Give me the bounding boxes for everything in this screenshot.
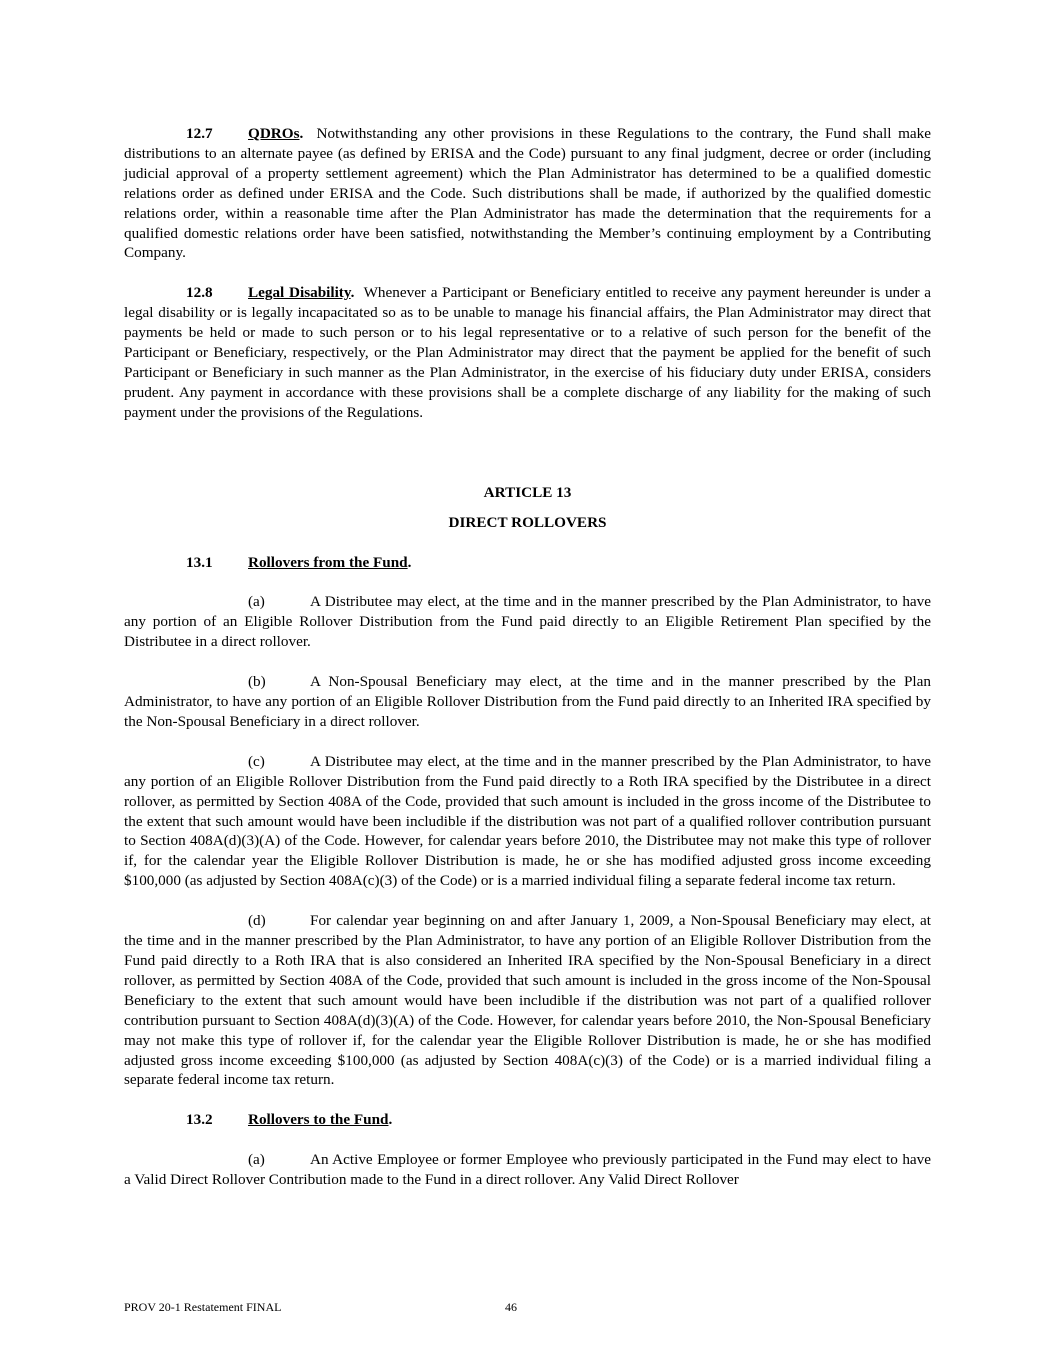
section-heading: Rollovers to the Fund [248, 1111, 389, 1129]
section-12-7: 12.7 QDROs. Notwithstanding any other provisions in these Regulations to the contrary, the Fund shall make distributions to an alternate payee (as defined by ERISA and the Code) pursuant to any final judgment, decree or order (including judicial approval of a property settlement agreement) which the Plan Administrator has determined to be a qualified domestic relations order as defined under ERISA and the Code. Such distributions shall be made, if authorized by the qualified domestic relations order, within a reasonable time after the Plan Administrator has made the determination that the requirements for a qualified domestic relations order have been satisfied, notwithstanding the Member’s continuing employment by a Contributing Company. [124, 125, 932, 262]
section-number: 13.1 [186, 553, 213, 571]
section-number: 12.8 [186, 284, 213, 302]
article-title: ARTICLE 13 [483, 483, 572, 501]
section-text: Whenever a Participant or Beneficiary entitled to receive any payment hereunder is under a legal disability or is legally incapacitated so as to be unable to manage his financial affairs, the Plan Administrator may direct that payments be held or made to such person or to his legal representative or to a relative of such person for the benefit of the Participant or Beneficiary, respectively, or the Plan Administrator may direct that the payment be applied for the benefit of such Participant or Beneficiary in such manner as the Plan Administrator, in the exercise of his fiduciary duty under ERISA, considers prudent. Any payment in accordance with these provisions shall be a complete discharge of any liability for the making of such payment under the provisions of the Regulations. [124, 284, 931, 421]
subsection-13-1-b [124, 672, 931, 732]
subsection-13-1-a [124, 592, 931, 652]
subsection-label: (a) [248, 1151, 265, 1169]
section-13-2-heading: 13.2 Rollovers to the Fund. [186, 1111, 393, 1129]
subsection-label: (c) [248, 752, 265, 770]
subsection-13-2-a [124, 1150, 931, 1190]
footer-page-number: 46 [505, 1300, 517, 1314]
page-body [124, 124, 931, 1190]
section-heading: Rollovers from the Fund [248, 553, 408, 571]
subsection-text: For calendar year beginning on and after January 1, 2009, a Non-Spousal Beneficiary may elect, at the time and in the manner prescribed by the Plan Administrator, to have any portion of an Eligible Rollover Distribution from the Fund paid directly to a Roth IRA that is also considered an Inherited IRA specified by the Non-Spousal Beneficiary in a direct rollover, as permitted by Section 408A of the Code, provided that such amount is included in the gross income of the Non-Spousal Beneficiary to the extent that such amount would have been includible if the distribution was not part of a qualified rollover contribution pursuant to Section 408A(d)(3)(A) of the Code. However, for calendar years before 2010, the Non-Spousal Beneficiary may not make this type of rollover if, for the calendar year the Eligible Rollover Distribution is made, he or she has modified adjusted gross income exceeding $100,000 (as adjusted by Section 408A(c)(3) of the Code) or is a married individual filing a separate federal income tax return. [124, 912, 931, 1089]
subsection-text: A Distributee may elect, at the time and in the manner prescribed by the Plan Administrator, to have any portion of an Eligible Rollover Distribution from the Fund paid directly to a Roth IRA specified by the Distributee in a direct rollover, as permitted by Section 408A of the Code, provided that such amount is included in the gross income of the Distributee to the extent that such amount would have been includible if the distribution was not part of a qualified rollover contribution pursuant to Section 408A(d)(3)(A) of the Code. However, for calendar years before 2010, the Distributee may not make this type of rollover if, for the calendar year the Eligible Rollover Distribution is made, he or she has modified adjusted gross income exceeding $100,000 (as adjusted by Section 408A(c)(3) of the Code) or is a married individual filing a separate federal income tax return. [124, 752, 931, 890]
subsection-label: (b) [248, 673, 266, 691]
subsection-label: (a) [248, 593, 265, 611]
subsection-text: A Non-Spousal Beneficiary may elect, at the time and in the manner prescribed by the Plan Administrator, to have any portion of an Eligible Rollover Distribution from the Fund paid directly to an Inherited IRA specified by the Non-Spousal Beneficiary in a direct rollover. [124, 673, 931, 730]
article-subtitle: DIRECT ROLLOVERS [448, 513, 607, 531]
section-heading: QDROs [248, 125, 300, 142]
section-heading: Legal Disability [248, 284, 351, 302]
section-text: Notwithstanding any other provisions in these Regulations to the contrary, the Fund shall make distributions to an alternate payee (as defined by ERISA and the Code) pursuant to any final judgment, decree or order (including judicial approval of a property settlement agreement) which the Plan Administrator has determined to be a qualified domestic relations order as defined under ERISA and the Code. Such distributions shall be made, if authorized by the qualified domestic relations order, within a reasonable time after the Plan Administrator has made the determination that the requirements for a qualified domestic relations order have been satisfied, notwithstanding the Member’s continuing employment by a Contributing Company. [124, 125, 932, 262]
subsection-label: (d) [248, 912, 266, 930]
footer-document-id: PROV 20-1 Restatement FINAL [124, 1300, 282, 1314]
subsection-text: An Active Employee or former Employee who previously participated in the Fund may elect to have a Valid Direct Rollover Contribution made to the Fund in a direct rollover. Any Valid Direct Rollover [124, 1151, 931, 1189]
section-number: 13.2 [186, 1111, 213, 1129]
section-number: 12.7 [186, 125, 213, 142]
section-13-1-heading: 13.1 Rollovers from the Fund. [186, 553, 412, 571]
subsection-text: A Distributee may elect, at the time and in the manner prescribed by the Plan Administrator, to have any portion of an Eligible Rollover Distribution from the Fund paid directly to an Eligible Retirement Plan specified by the Distributee in a direct rollover. [124, 593, 931, 651]
subsection-13-1-d [124, 911, 931, 1090]
section-12-8: 12.8 Legal Disability. Whenever a Participant or Beneficiary entitled to receive any payment hereunder is under a legal disability or is legally incapacitated so as to be unable to manage his financial affairs, the Plan Administrator may direct that payments be held or made to such person or to his legal representative or to a relative of such person for the benefit of the Participant or Beneficiary, respectively, or the Plan Administrator may direct that the payment be applied for the benefit of such Participant or Beneficiary in such manner as the Plan Administrator, in the exercise of his fiduciary duty under ERISA, considers prudent. Any payment in accordance with these provisions shall be a complete discharge of any liability for the making of such payment under the provisions of the Regulations. [124, 284, 931, 421]
subsection-13-1-c [124, 752, 931, 891]
